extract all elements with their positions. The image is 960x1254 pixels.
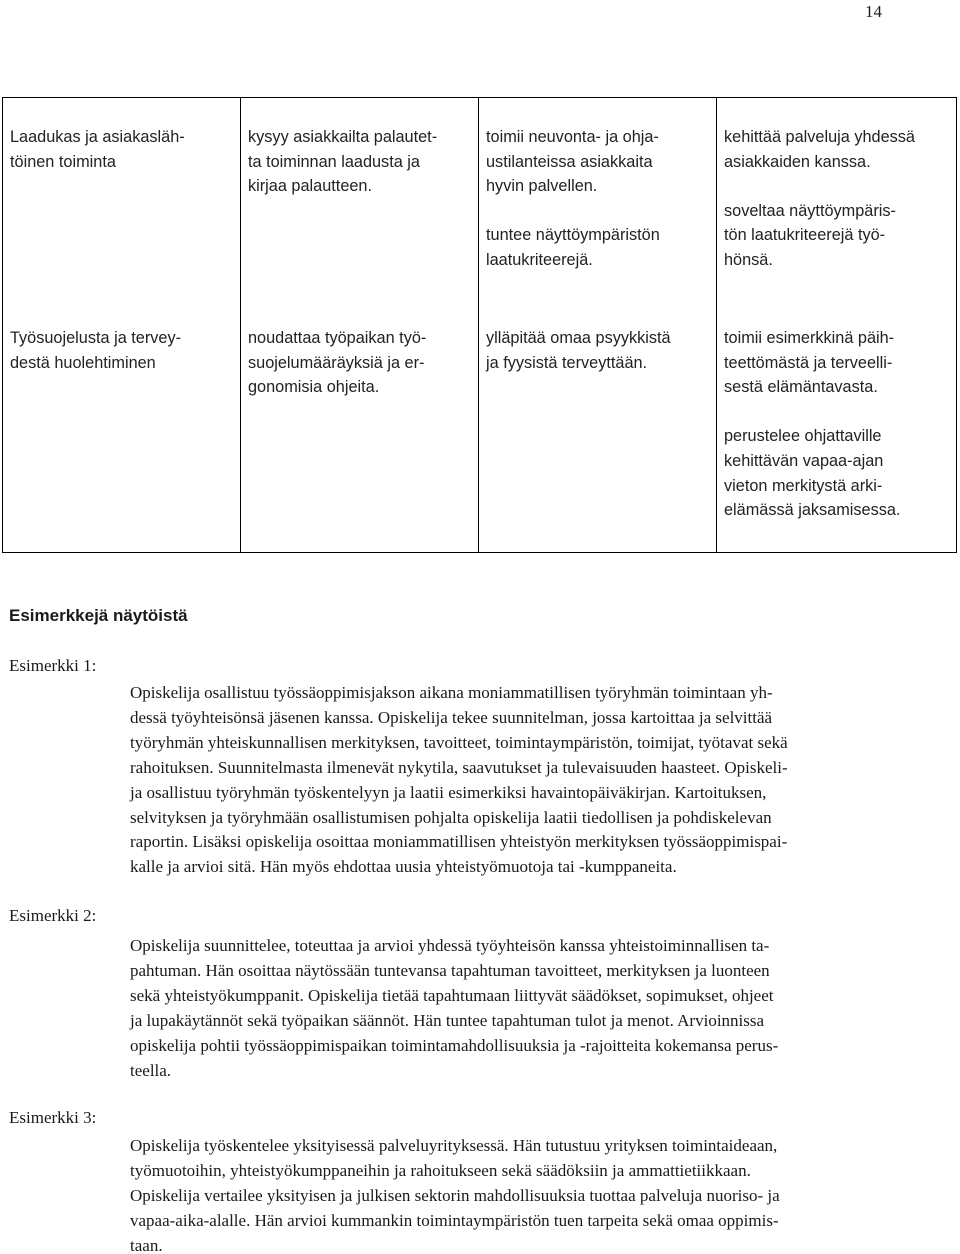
criteria-cell-satisfactory: noudattaa työpaikan työ- suojelumääräyksiä ja er- gonomisia ohjeita. [248, 329, 427, 397]
criteria-cell-excellent: toimii esimerkkinä päih- teettömästä ja terveelli- sestä elämäntavasta. perustelee ohjattaville kehittävän vapaa-ajan vieton merkitystä arki- elämässä jaksamisessa. [724, 329, 901, 520]
area-cell: Laadukas ja asiakasläh- töinen toiminta [10, 128, 185, 171]
example-label: Esimerkki 1: [9, 656, 97, 675]
section-heading: Esimerkkejä näytöistä [9, 606, 188, 625]
criteria-table [2, 97, 957, 553]
column-divider [716, 98, 717, 552]
example-text: Opiskelija osallistuu työssäoppimisjakson aikana moniammatillisen työryhmän toimintaan yh- dessä työyhteisönsä jäsenen kanssa. Opiskelija tekee suunnitelman, jossa kartoittaa ja selvittää työryhmän yhteiskunnallisen merkityksen, tavoitteet, toimintaympäristön, toimijat, työtavat sekä rahoituksen. Suunnitelmasta ilmenevät nykytila, saavutukset ja tulevaisuuden haasteet. Opiskeli- ja osallistuu työryhmän työskentelyyn ja laatii esimerkiksi havaintopäiväkirjan. Kartoituksen, selvityksen ja työryhmään osallistumisen pohjalta opiskelija laatii tiedollisen ja pohdiskelevan raportin. Lisäksi opiskelija osoittaa moniammatillisen yhteistyön merkityksen työssäoppimispai- kalle ja arvioi sitä. Hän myös ehdottaa uusia yhteistyömuotoja tai -kumppaneita. [130, 683, 788, 877]
area-cell: Työsuojelusta ja tervey- destä huolehtiminen [10, 329, 182, 372]
criteria-cell-excellent: kehittää palveluja yhdessä asiakkaiden kanssa. soveltaa näyttöympäris- tön laatukriteerejä työ- hönsä. [724, 128, 915, 269]
example-text: Opiskelija työskentelee yksityisessä palveluyrityksessä. Hän tutustuu yrityksen toimintaideaan, työmuotoihin, yhteistyökumppaneihin ja rahoitukseen sekä säädöksiin ja ammattietiikkaan. Opiskelija vertailee yksityisen ja julkisen sektorin mahdollisuuksia tuottaa palveluja nuoriso- ja vapaa-aika-alalle. Hän arvioi kummankin toimintaympäristön tuen tarpeita sekä omaa oppimis- taan. [130, 1136, 780, 1254]
criteria-cell-good: toimii neuvonta- ja ohja- ustilanteissa asiakkaita hyvin palvellen. tuntee näyttöympäristön laatukriteerejä. [486, 128, 660, 269]
example-label: Esimerkki 2: [9, 906, 97, 925]
column-divider [478, 98, 479, 552]
page-number: 14 [865, 2, 882, 21]
criteria-cell-satisfactory: kysyy asiakkailta palautet- ta toiminnan laadusta ja kirjaa palautteen. [248, 128, 438, 196]
example-label: Esimerkki 3: [9, 1108, 97, 1127]
column-divider [240, 98, 241, 552]
example-text: Opiskelija suunnittelee, toteuttaa ja arvioi yhdessä työyhteisön kanssa yhteistoiminnallisen ta- pahtuman. Hän osoittaa näytössään tuntevansa tapahtuman tavoitteet, merkityksen ja luonteen sekä yhteistyökumppanit. Opiskelija tietää tapahtumaan liittyvät säädökset, sopimukset, ohjeet ja lupakäytännöt sekä työpaikan säännöt. Hän tuntee tapahtuman tulot ja menot. Arvioinnissa opiskelija pohtii työssäoppimispaikan toimintamahdollisuuksia ja -rajoitteita kokemansa perus- teella. [130, 936, 779, 1080]
criteria-cell-good: ylläpitää omaa psyykkistä ja fyysistä terveyttään. [486, 329, 671, 372]
